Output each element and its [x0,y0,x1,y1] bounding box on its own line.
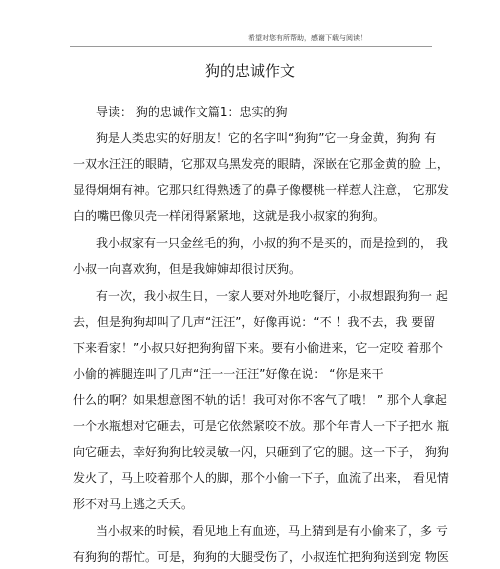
body-line: 一个水瓶想对它砸去，可是它依然紧咬不放。那个年青人一下子把水 瓶 [73,419,449,433]
body-line: 我小叔家有一只金丝毛的狗，小叔的狗不是买的，而是捡到的， 我 [96,236,448,250]
body-line: 显得炯炯有神。它那只红得熟透了的鼻子像樱桃一样惹人注意， 它那发 [73,183,449,197]
body-line: 发火了，马上咬着那个人的脚，那个小偷一下子，血流了出来， 看见情 [73,471,449,485]
body-line: 有一次，我小叔生日，一家人要对外地吃餐厅，小叔想跟狗狗一 起 [96,289,448,303]
body-line: 下来看家！”小叔只好把狗狗留下来。要有小偷进来，它一定咬 着那个 [73,341,444,355]
body-line: 白的嘴巴像贝壳一样闭得紧紧地，这就是我小叔家的狗狗。 [73,209,386,223]
document-title: 狗的忠诚作文 [204,62,295,80]
body-line: 有狗狗的帮忙。可是，狗狗的大腿受伤了，小叔连忙把狗狗送到宠 物医 [73,550,449,564]
intro-line: 导读： 狗的忠诚作文篇1：忠实的狗 [96,105,288,119]
body-line: 去，但是狗狗却叫了几声“汪汪”，好像再说：“不 ！我不去，我 要留 [73,315,436,329]
body-line: 当小叔来的时候，看见地上有血迹，马上猜到是有小偷来了，多 亏 [96,524,448,538]
body-line: 向它砸去，幸好狗狗比较灵敏一闪，只砸到了它的腿。这一下子， 狗狗 [73,445,449,459]
body-line: 小叔一向喜欢狗，但是我婶婶却很讨厌狗。 [73,262,302,276]
header-divider [70,46,432,47]
body-line: 一双水汪汪的眼睛，它那双乌黑发亮的眼睛，深嵌在它那金黄的脸 上， [73,157,449,171]
header-note: 希望对您有所帮助，感谢下载与阅读！ [248,34,367,42]
body-line: 形不对马上逃之夭夭。 [73,497,194,511]
body-line: 小偷的裤腿连叫了几声“汪一一汪汪”好像在说： “你是来干 [73,367,384,381]
body-line: 狗是人类忠实的好朋友！它的名字叫“狗狗”它一身金黄，狗狗 有 [96,131,437,145]
body-line: 什么的啊？如果想意图不轨的话！我可对你不客气了哦！ ” 那个人拿起 [73,393,447,407]
